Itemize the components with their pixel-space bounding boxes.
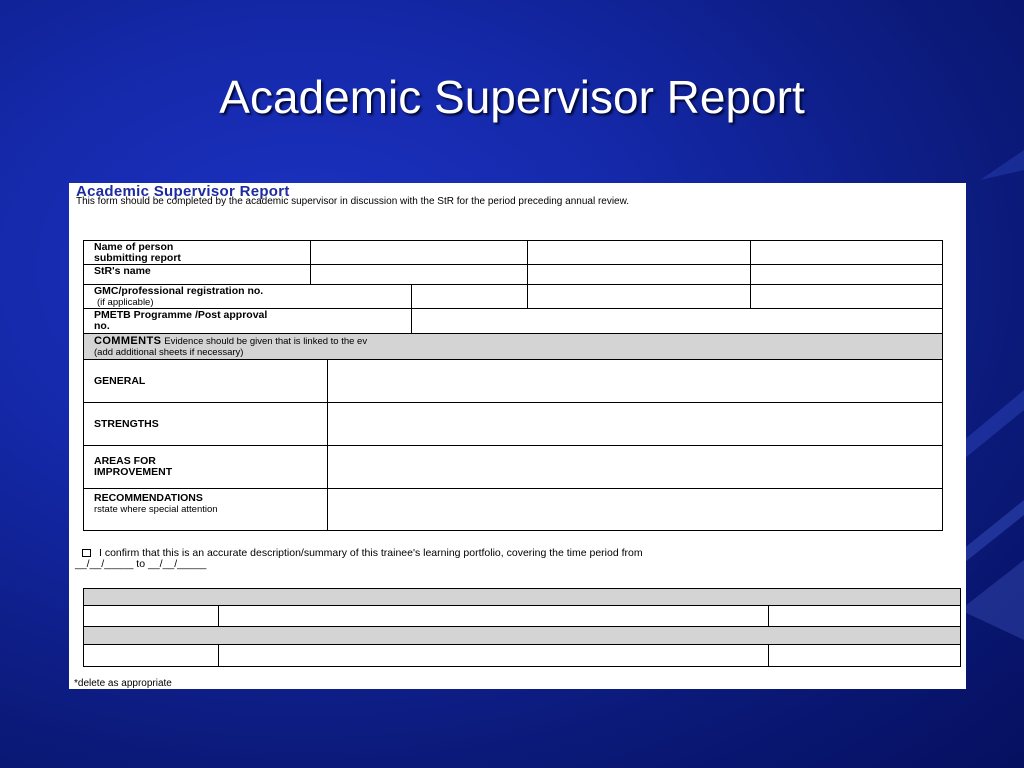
str-name-field-1[interactable] [310, 264, 528, 285]
pmetb-label [83, 308, 412, 334]
form-instructions: This form should be completed by the academic supervisor in discussion with the StR for the period preceding annual review. [76, 196, 630, 207]
str-name-label: StR's name [83, 264, 311, 285]
strengths-label: STRENGTHS [83, 402, 328, 446]
pmetb-label-line1: PMETB Programme /Post approval [94, 309, 268, 321]
name-person-field-1[interactable] [310, 240, 528, 265]
slide-title: Academic Supervisor Report [219, 71, 805, 123]
name-person-label-line1: Name of person [94, 241, 174, 253]
comments-text: Evidence should be given that is linked to the ev [164, 336, 368, 347]
str-name-field-2[interactable] [527, 264, 751, 285]
signature-cell-2c[interactable] [768, 644, 961, 667]
str-name-field-3[interactable] [750, 264, 943, 285]
gmc-label [83, 284, 412, 309]
gmc-field-3[interactable] [750, 284, 943, 309]
strengths-field[interactable] [327, 402, 943, 446]
footnote: *delete as appropriate [74, 678, 172, 689]
recommendations-label-text: RECOMMENDATIONS [94, 492, 203, 504]
signature-cell-1b[interactable] [218, 605, 769, 627]
confirmation-statement [75, 548, 643, 570]
recommendations-label-sub: rstate where special attention [94, 504, 218, 515]
signature-cell-1c[interactable] [768, 605, 961, 627]
confirm-period: __/__/_____ to __/__/_____ [75, 558, 207, 570]
areas-label-line1: AREAS FOR [94, 455, 156, 467]
gmc-field-1[interactable] [411, 284, 528, 309]
comments-header [83, 333, 943, 360]
name-person-label-line2: submitting report [94, 252, 181, 264]
signature-header-row-2 [83, 626, 961, 645]
confirm-text: I confirm that this is an accurate description/summary of this trainee's learning portfolio, covering the time period from [99, 547, 643, 559]
pmetb-label-line2: no. [94, 320, 110, 332]
report-form [69, 183, 966, 689]
areas-improvement-label [83, 445, 328, 489]
name-person-field-2[interactable] [527, 240, 751, 265]
general-label: GENERAL [83, 359, 328, 403]
recommendations-field[interactable] [327, 488, 943, 531]
general-field[interactable] [327, 359, 943, 403]
comments-label: COMMENTS [94, 335, 162, 347]
gmc-field-2[interactable] [527, 284, 751, 309]
areas-label-line2: IMPROVEMENT [94, 466, 173, 478]
gmc-label-text: GMC/professional registration no. [94, 285, 264, 297]
signature-cell-2b[interactable] [218, 644, 769, 667]
form-title: Academic Supervisor Report [76, 183, 290, 200]
comments-note: (add additional sheets if necessary) [94, 347, 244, 358]
signature-cell-2a[interactable] [83, 644, 219, 667]
signature-header-row-1 [83, 588, 961, 606]
recommendations-label [83, 488, 328, 531]
areas-improvement-field[interactable] [327, 445, 943, 489]
signature-cell-1a[interactable] [83, 605, 219, 627]
name-person-field-3[interactable] [750, 240, 943, 265]
confirm-checkbox[interactable] [82, 549, 91, 557]
pmetb-field[interactable] [411, 308, 943, 334]
name-person-label [83, 240, 311, 265]
gmc-label-sub: (if applicable) [97, 297, 154, 308]
